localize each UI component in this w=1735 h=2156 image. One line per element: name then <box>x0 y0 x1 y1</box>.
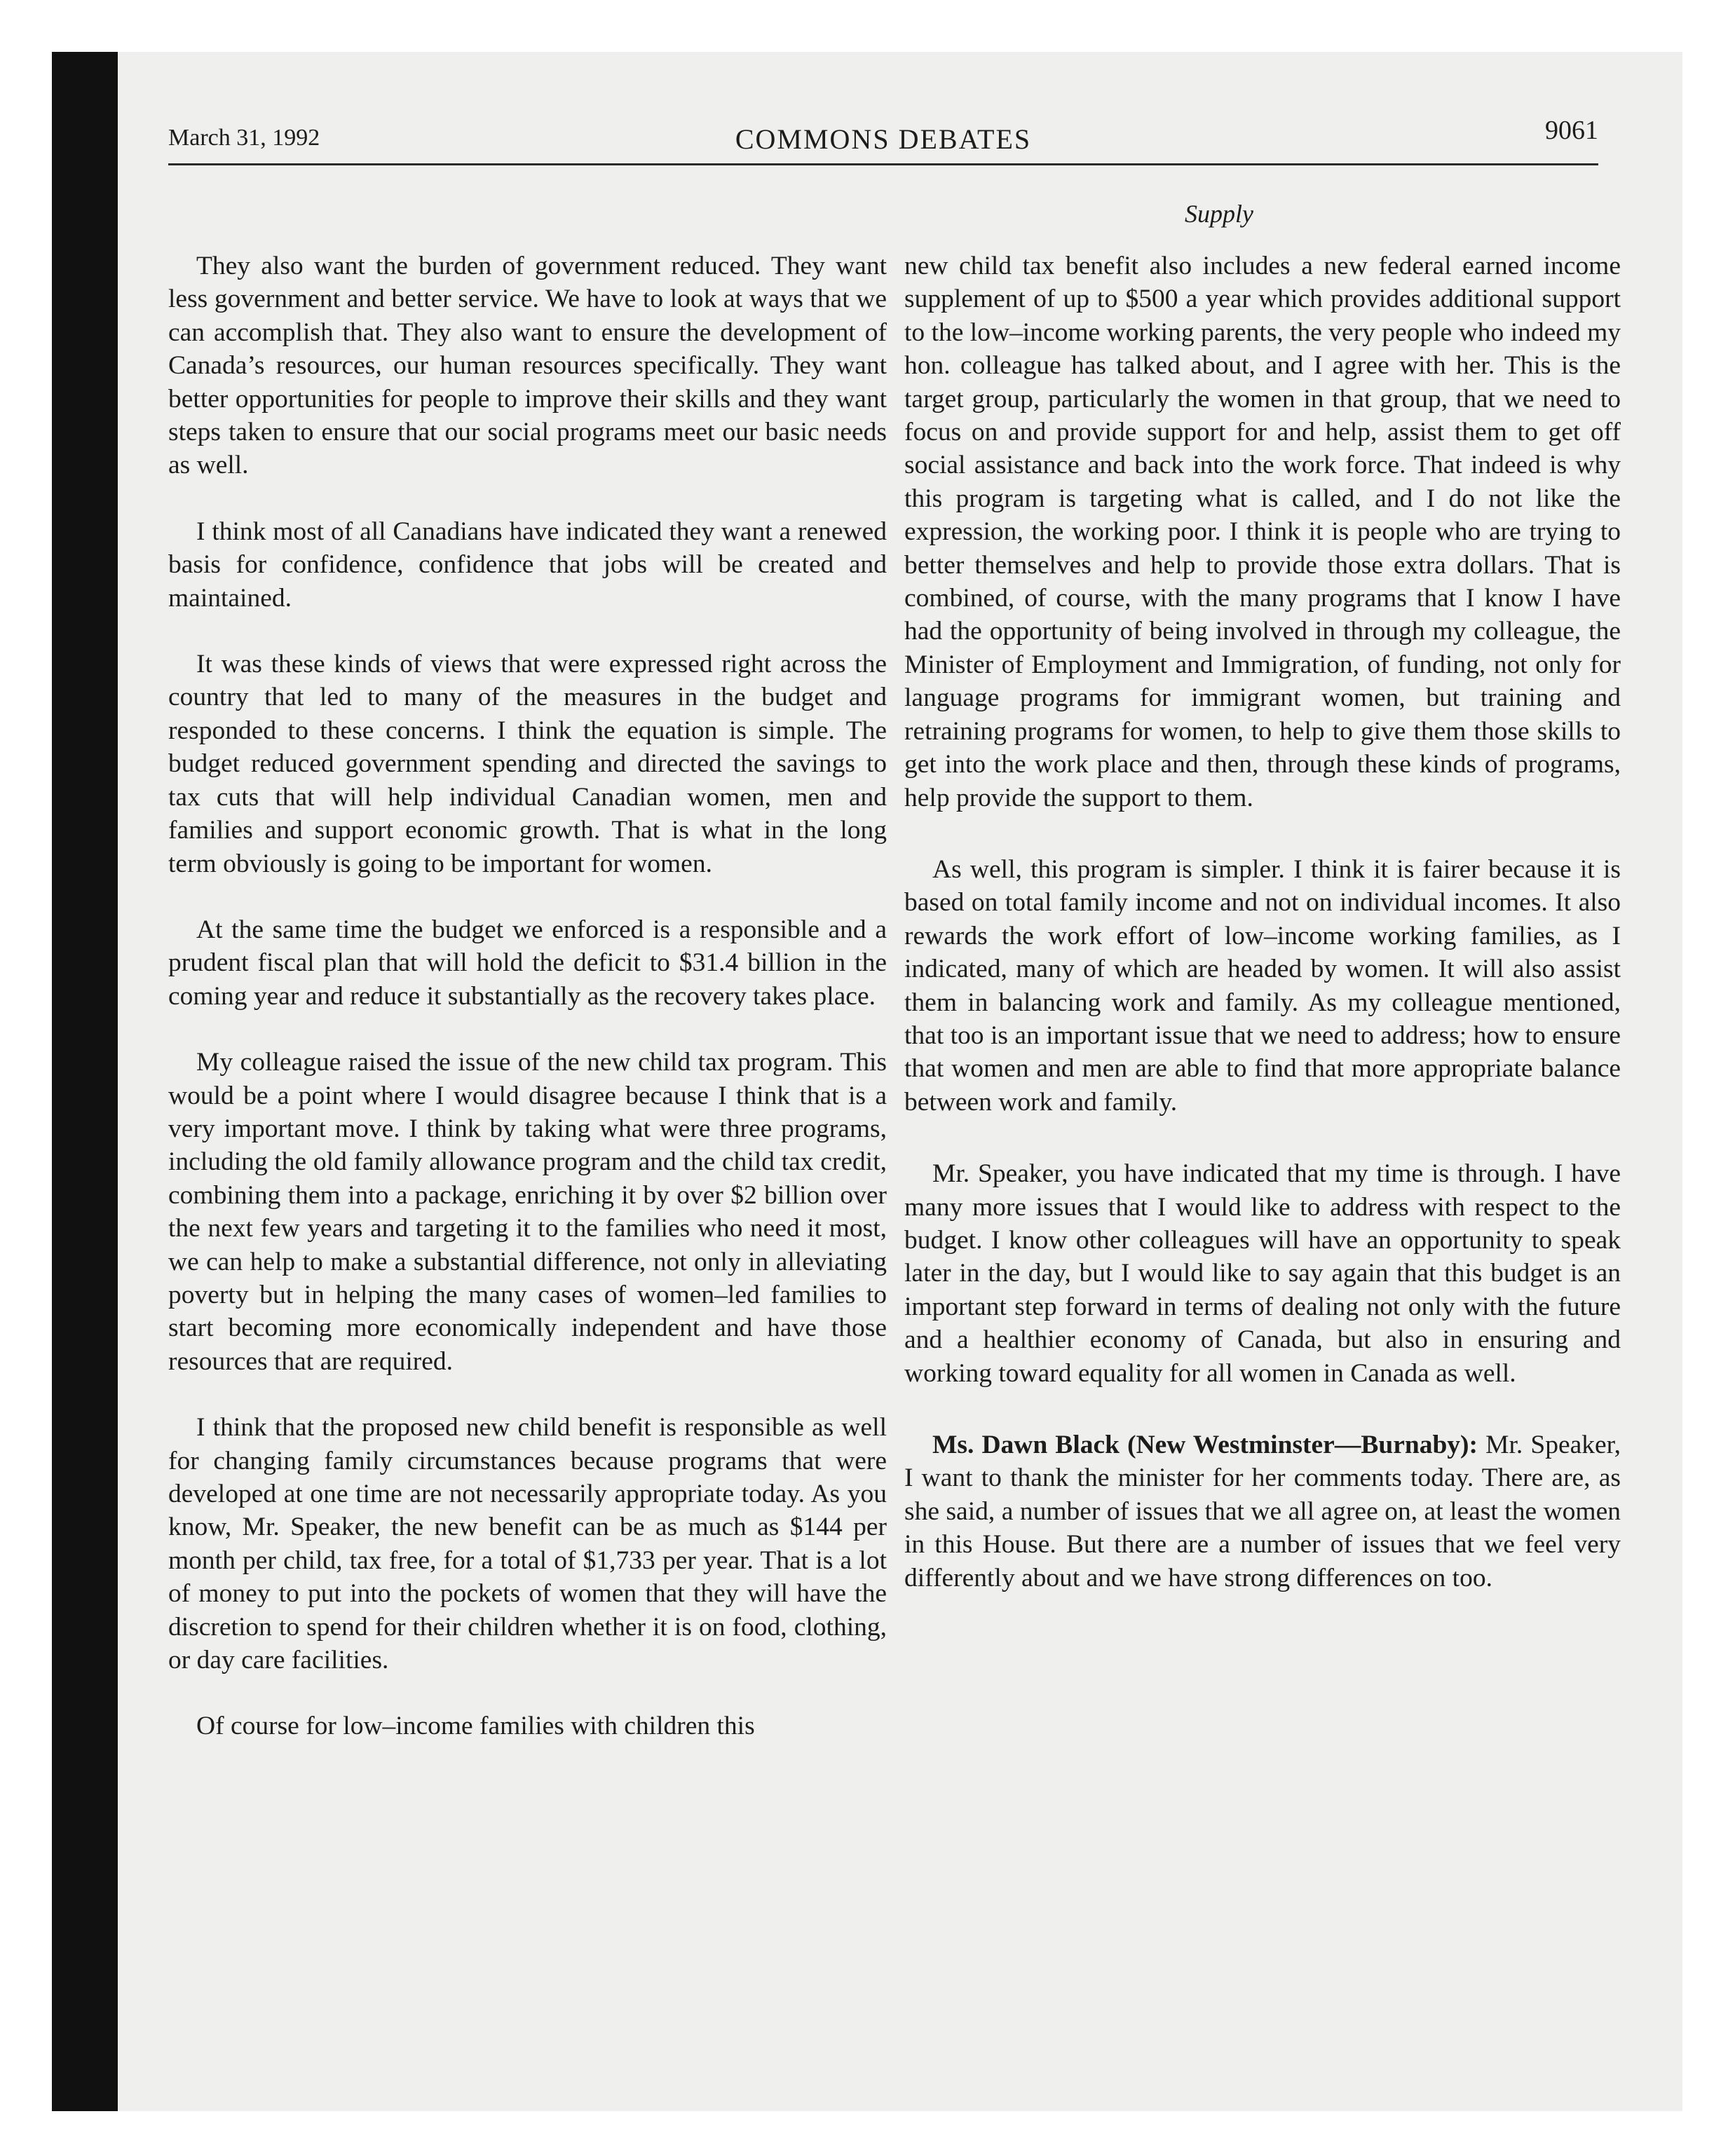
paragraph: It was these kinds of views that were expressed right across the country that led to many of the measures in the budget and responded to these concerns. I think the equation is simple. The budget reduced government spending and directed the savings to tax cuts that will help individual Canadian women, men and families and support economic growth. That is what in the long term obviously is going to be important for women. <box>168 650 887 878</box>
paragraph: Of course for low–income families with children this <box>196 1712 755 1741</box>
paragraph: My colleague raised the issue of the new child tax program. This would be a point where I would disagree because I think that is a very important move. I think by taking what were three programs, including the old family allowance program and the child tax credit, combining them into a package, enriching it by over $2 billion over the next few years and targeting it to the families who need it most, we can help to make a substantial difference, not only in alleviating poverty but in helping the many cases of women–led families to start becoming more economically independent and have those resources that are required. <box>168 1048 887 1376</box>
binding-edge <box>52 52 118 2111</box>
header-page-number: 9061 <box>1545 116 1598 145</box>
speaker-name: Ms. Dawn Black (New Westminster—Burnaby): <box>932 1431 1478 1459</box>
paragraph: At the same time the budget we enforced is a responsible and a prudent fiscal plan that will hold the deficit to $31.4 billion in the coming year and reduce it substantially as the recovery takes place. <box>168 915 887 1011</box>
page-header <box>168 105 1598 161</box>
header-publication: COMMONS DEBATES <box>735 123 1032 155</box>
header-date: March 31, 1992 <box>168 125 320 151</box>
paragraph-continuation: new child tax benefit also includes a new federal earned income supplement of up to $500 a year which provides additional support to the low–income working parents, the very people who indeed my hon. colleague has talked about, and I agree with her. This is the target group, particularly the women in that group, that we need to focus on and provide support for and help, assist them to get off social assistance and back into the work force. That indeed is why this program is targeting what is called, and I do not like the expression, the working poor. I think it is people who are trying to better themselves and help to provide those extra dollars. That is combined, of course, with the many programs that I know I have had the opportunity of being involved in through my colleague, the Minister of Employment and Immigration, of funding, not only for language programs for immigrant women, but training and retraining programs for women, to help to give them those skills to get into the work place and then, through these kinds of programs, help provide the support to them. <box>904 252 1621 812</box>
paragraph: I think that the proposed new child benefit is responsible as well for changing family circumstances because programs that were developed at one time are not necessarily appropriate today. As you know, Mr. Speaker, the new benefit can be as much as $144 per month per child, tax free, for a total of $1,733 per year. That is a lot of money to put into the pockets of women that they will have the discretion to spend for their children whether it is on food, clothing, or day care facilities. <box>168 1413 887 1675</box>
paragraph: As well, this program is simpler. I think it is fairer because it is based on total family income and not on individual incomes. It also rewards the work effort of low–income working families, as I indicated, many of which are headed by women. It will also assist them in balancing work and family. As my colleague mentioned, that too is an important issue that we need to address; how to ensure that women and men are able to find that more appropriate balance between work and family. <box>904 854 1621 1117</box>
section-label: Supply <box>1185 200 1253 228</box>
paragraph: I think most of all Canadians have indicated they want a renewed basis for confidence, confidence that jobs will be created and maintained. <box>168 517 887 613</box>
speaker-paragraph <box>904 1428 1621 1595</box>
speaker-text: Mr. Speaker, I want to thank the minister for her comments today. There are, as she said, a number of issues that we all agree on, at least the women in this House. But there are a number of issues that we feel very differently about and we have strong differences on too. <box>904 1431 1621 1592</box>
header-rule <box>168 163 1598 165</box>
paragraph: Mr. Speaker, you have indicated that my time is through. I have many more issues that I would like to address with respect to the budget. I know other colleagues will have an opportunity to speak later in the day, but I would like to say again that this budget is an important step forward in terms of dealing not only with the future and a healthier economy of Canada, but also in ensuring and working toward equality for all women in Canada as well. <box>904 1159 1621 1388</box>
right-column <box>904 250 1621 1595</box>
paragraph: They also want the burden of government reduced. They want less government and better service. We have to look at ways that we can accomplish that. They also want to ensure the development of Canada’s resources, our human resources specifically. They want better opportunities for people to improve their skills and they want steps taken to ensure that our social programs meet our basic needs as well. <box>168 252 887 480</box>
left-column <box>168 250 887 1743</box>
